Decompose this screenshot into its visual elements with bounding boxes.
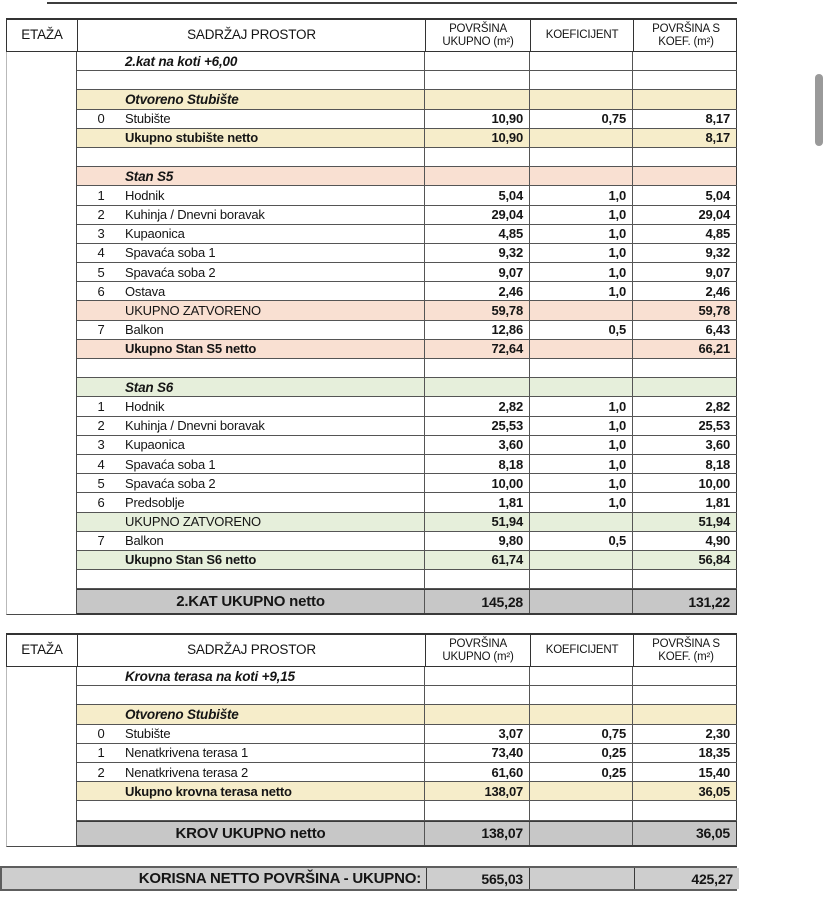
table-row-item (77, 532, 737, 551)
cell-sadrzaj (77, 110, 425, 128)
cell-povrsina-s-koef: 2,46 (633, 282, 737, 300)
row-number: 5 (97, 264, 105, 280)
table-row-item (77, 455, 737, 474)
cell-povrsina-s-koef: 8,17 (633, 129, 737, 147)
cell-sadrzaj (77, 397, 425, 415)
cell-koeficijent: 1,0 (530, 397, 633, 415)
table-body (6, 52, 737, 615)
cell-koeficijent: 1,0 (530, 474, 633, 492)
cell-sadrzaj (77, 282, 425, 300)
cell-koeficijent (530, 570, 633, 588)
cell-povrsina-s-koef: 5,04 (633, 186, 737, 204)
cell-povrsina-s-koef: 36,05 (633, 822, 737, 845)
row-label: Ostava (125, 283, 165, 299)
row-label: Spavaća soba 1 (125, 456, 216, 472)
cell-koeficijent: 1,0 (530, 186, 633, 204)
row-label: Hodnik (125, 398, 165, 414)
cell-sadrzaj (77, 763, 425, 781)
cell-povrsina-ukupno (425, 359, 530, 377)
cell-povrsina-s-koef: 131,22 (633, 590, 737, 613)
row-number: 0 (97, 726, 105, 742)
total-row-label: 2.KAT UKUPNO netto (176, 593, 325, 611)
scrollbar-thumb[interactable] (815, 74, 823, 146)
cell-povrsina-ukupno: 138,07 (425, 822, 530, 845)
cell-povrsina-ukupno (425, 570, 530, 588)
table-row-item (77, 206, 737, 225)
cell-sadrzaj (77, 455, 425, 473)
cell-koeficijent: 0,5 (530, 321, 633, 339)
cell-sadrzaj (77, 340, 425, 358)
cell-sadrzaj (77, 186, 425, 204)
cell-povrsina-s-koef (633, 359, 737, 377)
table-row-item (77, 110, 737, 129)
cell-sadrzaj (77, 590, 425, 613)
cell-povrsina-s-koef (633, 801, 737, 819)
cell-sadrzaj (77, 822, 425, 845)
row-label: Ukupno Stan S5 netto (125, 341, 257, 357)
row-number: 3 (97, 226, 105, 242)
cell-povrsina-s-koef: 8,18 (633, 455, 737, 473)
header-koeficijent: KOEFICIJENT (531, 20, 634, 51)
cell-povrsina-ukupno: 2,82 (425, 397, 530, 415)
cell-sadrzaj (77, 378, 425, 396)
header-etaza: ETAŽA (7, 635, 78, 666)
cell-povrsina-ukupno (425, 90, 530, 108)
table-row-total (77, 589, 737, 615)
row-number: 1 (97, 187, 105, 203)
table-row-subtotal (77, 340, 737, 359)
cell-povrsina-s-koef: 51,94 (633, 513, 737, 531)
cell-koeficijent: 0,75 (530, 725, 633, 743)
row-number: 3 (97, 437, 105, 453)
table-header-row (6, 633, 737, 667)
cell-povrsina-s-koef: 36,05 (633, 782, 737, 800)
cell-koeficijent (530, 686, 633, 704)
cell-povrsina-s-koef: 2,82 (633, 397, 737, 415)
cell-povrsina-ukupno: 5,04 (425, 186, 530, 204)
cell-koeficijent (530, 129, 633, 147)
table-row-section (77, 705, 737, 724)
cell-sadrzaj (77, 570, 425, 588)
table-row-section (77, 378, 737, 397)
cell-koeficijent (530, 801, 633, 819)
cell-koeficijent (530, 359, 633, 377)
row-label: Stan S5 (125, 168, 174, 184)
cell-povrsina-ukupno: 9,07 (425, 263, 530, 281)
table-row-caption (77, 667, 737, 686)
cell-povrsina-s-koef: 8,17 (633, 110, 737, 128)
row-label: Nenatkrivena terasa 1 (125, 745, 248, 761)
cell-sadrzaj (77, 801, 425, 819)
row-label: Balkon (125, 533, 164, 549)
etaza-empty-column (6, 52, 77, 615)
table-row-item (77, 436, 737, 455)
cell-sadrzaj (77, 493, 425, 511)
header-sadrzaj-prostor: SADRŽAJ PROSTOR (78, 635, 426, 666)
cell-sadrzaj (77, 436, 425, 454)
table-row-empty (77, 148, 737, 167)
row-label: Spavaća soba 1 (125, 245, 216, 261)
total-row-label: KROV UKUPNO netto (175, 824, 326, 842)
cut-off-table-bottom-border (47, 2, 737, 4)
cell-koeficijent (530, 551, 633, 569)
header-sadrzaj-prostor: SADRŽAJ PROSTOR (78, 20, 426, 51)
table-body (6, 667, 737, 847)
table-row-subtotal (77, 513, 737, 532)
header-koeficijent: KOEFICIJENT (531, 635, 634, 666)
cell-sadrzaj (77, 474, 425, 492)
cell-povrsina-s-koef (633, 148, 737, 166)
cell-koeficijent: 0,5 (530, 532, 633, 550)
cell-povrsina-s-koef: 6,43 (633, 321, 737, 339)
cell-povrsina-s-koef (633, 378, 737, 396)
cell-sadrzaj (77, 551, 425, 569)
cell-sadrzaj (77, 148, 425, 166)
cell-povrsina-ukupno: 25,53 (425, 417, 530, 435)
cell-povrsina-ukupno: 12,86 (425, 321, 530, 339)
table-row-section (77, 90, 737, 109)
cell-sadrzaj (77, 225, 425, 243)
row-number: 1 (97, 745, 105, 761)
cell-povrsina-ukupno (425, 52, 530, 70)
table-row-empty (77, 801, 737, 820)
cell-povrsina-ukupno: 10,90 (425, 129, 530, 147)
row-label: Stan S6 (125, 379, 174, 395)
cell-sadrzaj (77, 667, 425, 685)
table-row-item (77, 417, 737, 436)
grand-total-label: KORISNA NETTO POVRŠINA - UKUPNO: (2, 868, 427, 889)
cell-povrsina-ukupno: 51,94 (425, 513, 530, 531)
cell-sadrzaj (77, 782, 425, 800)
area-table-floor2 (6, 18, 737, 615)
cell-povrsina-ukupno (425, 378, 530, 396)
table-row-item (77, 186, 737, 205)
row-number: 4 (97, 245, 105, 261)
cell-koeficijent: 1,0 (530, 455, 633, 473)
row-label: Stubište (125, 111, 171, 127)
table-row-subtotal (77, 551, 737, 570)
cell-povrsina-s-koef: 25,53 (633, 417, 737, 435)
cell-povrsina-ukupno: 10,90 (425, 110, 530, 128)
row-number: 7 (97, 533, 105, 549)
cell-sadrzaj (77, 244, 425, 262)
cell-povrsina-s-koef: 3,60 (633, 436, 737, 454)
cell-koeficijent: 1,0 (530, 206, 633, 224)
cell-povrsina-ukupno: 29,04 (425, 206, 530, 224)
cell-povrsina-ukupno: 138,07 (425, 782, 530, 800)
cell-sadrzaj (77, 705, 425, 723)
table-row-empty (77, 686, 737, 705)
cell-koeficijent: 1,0 (530, 263, 633, 281)
header-povrsina-s-koef: POVRŠINA S KOEF. (m²) (652, 22, 720, 48)
row-label: UKUPNO ZATVORENO (125, 514, 261, 530)
cell-sadrzaj (77, 129, 425, 147)
cell-koeficijent (530, 148, 633, 166)
row-label: Ukupno stubište netto (125, 130, 259, 146)
cell-koeficijent (530, 71, 633, 89)
table-rows (77, 667, 737, 847)
cell-povrsina-ukupno: 2,46 (425, 282, 530, 300)
cell-povrsina-s-koef: 29,04 (633, 206, 737, 224)
cell-povrsina-s-koef (633, 667, 737, 685)
table-row-empty (77, 71, 737, 90)
cell-sadrzaj (77, 417, 425, 435)
table-row-item (77, 244, 737, 263)
cell-koeficijent (530, 90, 633, 108)
table-row-subtotal (77, 129, 737, 148)
cell-koeficijent: 1,0 (530, 282, 633, 300)
row-label: Nenatkrivena terasa 2 (125, 764, 248, 780)
table-row-empty (77, 570, 737, 589)
table-row-item (77, 282, 737, 301)
cell-sadrzaj (77, 90, 425, 108)
row-number: 1 (97, 398, 105, 414)
cell-povrsina-ukupno: 4,85 (425, 225, 530, 243)
cell-koeficijent (530, 667, 633, 685)
cell-povrsina-ukupno: 73,40 (425, 744, 530, 762)
row-number: 2 (97, 764, 105, 780)
cell-povrsina-ukupno (425, 667, 530, 685)
cell-povrsina-ukupno: 61,74 (425, 551, 530, 569)
cell-sadrzaj (77, 301, 425, 319)
grand-total-area-koef-value: 425,27 (635, 868, 739, 889)
cell-koeficijent (530, 378, 633, 396)
cell-povrsina-s-koef (633, 71, 737, 89)
row-label: Ukupno Stan S6 netto (125, 552, 257, 568)
cell-povrsina-s-koef (633, 705, 737, 723)
cell-koeficijent (530, 782, 633, 800)
cell-povrsina-ukupno (425, 71, 530, 89)
cell-sadrzaj (77, 263, 425, 281)
grand-total-bar (0, 866, 737, 891)
cell-povrsina-s-koef: 1,81 (633, 493, 737, 511)
row-label: Kupaonica (125, 437, 185, 453)
header-povrsina-s-koef: POVRŠINA S KOEF. (m²) (652, 637, 720, 663)
row-label: Predsoblje (125, 494, 185, 510)
cell-povrsina-s-koef: 4,90 (633, 532, 737, 550)
cell-povrsina-ukupno: 145,28 (425, 590, 530, 613)
table-row-caption (77, 52, 737, 71)
row-label: Spavaća soba 2 (125, 264, 216, 280)
row-label: UKUPNO ZATVORENO (125, 303, 261, 319)
cell-koeficijent: 0,25 (530, 763, 633, 781)
etaza-empty-column (6, 667, 77, 847)
cell-koeficijent: 0,75 (530, 110, 633, 128)
cell-sadrzaj (77, 71, 425, 89)
table-row-item (77, 744, 737, 763)
cell-povrsina-ukupno (425, 686, 530, 704)
row-label: Ukupno krovna terasa netto (125, 783, 292, 799)
cell-koeficijent: 1,0 (530, 436, 633, 454)
grand-total-area-value: 565,03 (427, 868, 530, 889)
cell-povrsina-s-koef: 56,84 (633, 551, 737, 569)
table-row-item (77, 493, 737, 512)
cell-koeficijent (530, 301, 633, 319)
row-label: 2.kat na koti +6,00 (125, 53, 238, 69)
cell-povrsina-s-koef: 2,30 (633, 725, 737, 743)
cell-koeficijent: 1,0 (530, 244, 633, 262)
cell-koeficijent (530, 822, 633, 845)
cell-povrsina-ukupno: 61,60 (425, 763, 530, 781)
cell-povrsina-ukupno: 8,18 (425, 455, 530, 473)
table-row-item (77, 263, 737, 282)
cell-povrsina-ukupno: 59,78 (425, 301, 530, 319)
cell-povrsina-ukupno (425, 801, 530, 819)
cell-povrsina-ukupno (425, 705, 530, 723)
cell-povrsina-ukupno (425, 167, 530, 185)
cell-koeficijent (530, 167, 633, 185)
cell-povrsina-ukupno: 3,60 (425, 436, 530, 454)
cell-povrsina-s-koef: 15,40 (633, 763, 737, 781)
cell-sadrzaj (77, 167, 425, 185)
cell-povrsina-ukupno: 1,81 (425, 493, 530, 511)
table-row-item (77, 225, 737, 244)
area-table-roof (6, 633, 737, 847)
cell-povrsina-s-koef (633, 686, 737, 704)
row-label: Hodnik (125, 187, 165, 203)
cell-povrsina-ukupno: 9,32 (425, 244, 530, 262)
cell-sadrzaj (77, 513, 425, 531)
table-row-subtotal (77, 782, 737, 801)
cell-povrsina-s-koef (633, 570, 737, 588)
table-row-section (77, 167, 737, 186)
table-row-item (77, 397, 737, 416)
cell-koeficijent: 1,0 (530, 417, 633, 435)
grand-total-koeficijent-cell (530, 868, 635, 889)
table-row-item (77, 321, 737, 340)
row-label: Spavaća soba 2 (125, 475, 216, 491)
row-label: Otvoreno Stubište (125, 706, 239, 722)
table-row-subtotal (77, 301, 737, 320)
table-header-row (6, 18, 737, 52)
cell-povrsina-ukupno (425, 148, 530, 166)
cell-koeficijent: 1,0 (530, 493, 633, 511)
cell-povrsina-ukupno: 72,64 (425, 340, 530, 358)
table-row-item (77, 725, 737, 744)
row-number: 4 (97, 456, 105, 472)
cell-koeficijent (530, 52, 633, 70)
cell-sadrzaj (77, 206, 425, 224)
row-number: 2 (97, 418, 105, 434)
cell-sadrzaj (77, 532, 425, 550)
row-number: 6 (97, 494, 105, 510)
cell-sadrzaj (77, 52, 425, 70)
cell-povrsina-s-koef: 10,00 (633, 474, 737, 492)
cell-povrsina-ukupno: 3,07 (425, 725, 530, 743)
header-etaza: ETAŽA (7, 20, 78, 51)
cell-koeficijent: 1,0 (530, 225, 633, 243)
cell-sadrzaj (77, 725, 425, 743)
row-number: 6 (97, 283, 105, 299)
row-label: Krovna terasa na koti +9,15 (125, 668, 295, 684)
header-povrsina-ukupno: POVRŠINA UKUPNO (m²) (426, 635, 531, 666)
row-label: Kuhinja / Dnevni boravak (125, 418, 265, 434)
cell-koeficijent (530, 340, 633, 358)
cell-koeficijent (530, 705, 633, 723)
cell-koeficijent: 0,25 (530, 744, 633, 762)
cell-povrsina-s-koef (633, 167, 737, 185)
cell-sadrzaj (77, 359, 425, 377)
cell-koeficijent (530, 590, 633, 613)
cell-koeficijent (530, 513, 633, 531)
row-number: 0 (97, 111, 105, 127)
row-number: 2 (97, 207, 105, 223)
cell-povrsina-s-koef: 59,78 (633, 301, 737, 319)
table-rows (77, 52, 737, 615)
row-label: Balkon (125, 322, 164, 338)
table-row-empty (77, 359, 737, 378)
cell-povrsina-ukupno: 10,00 (425, 474, 530, 492)
table-row-item (77, 474, 737, 493)
cell-povrsina-s-koef (633, 52, 737, 70)
cell-povrsina-s-koef: 66,21 (633, 340, 737, 358)
cell-povrsina-s-koef: 4,85 (633, 225, 737, 243)
table-row-item (77, 763, 737, 782)
row-label: Otvoreno Stubište (125, 91, 239, 107)
row-label: Stubište (125, 726, 171, 742)
cell-povrsina-s-koef: 9,32 (633, 244, 737, 262)
cell-povrsina-ukupno: 9,80 (425, 532, 530, 550)
cell-povrsina-s-koef: 9,07 (633, 263, 737, 281)
cell-sadrzaj (77, 321, 425, 339)
table-row-total (77, 821, 737, 847)
cell-povrsina-s-koef (633, 90, 737, 108)
cell-sadrzaj (77, 744, 425, 762)
row-label: Kuhinja / Dnevni boravak (125, 207, 265, 223)
row-number: 7 (97, 322, 105, 338)
row-number: 5 (97, 475, 105, 491)
header-povrsina-ukupno: POVRŠINA UKUPNO (m²) (426, 20, 531, 51)
row-label: Kupaonica (125, 226, 185, 242)
cell-sadrzaj (77, 686, 425, 704)
cell-povrsina-s-koef: 18,35 (633, 744, 737, 762)
